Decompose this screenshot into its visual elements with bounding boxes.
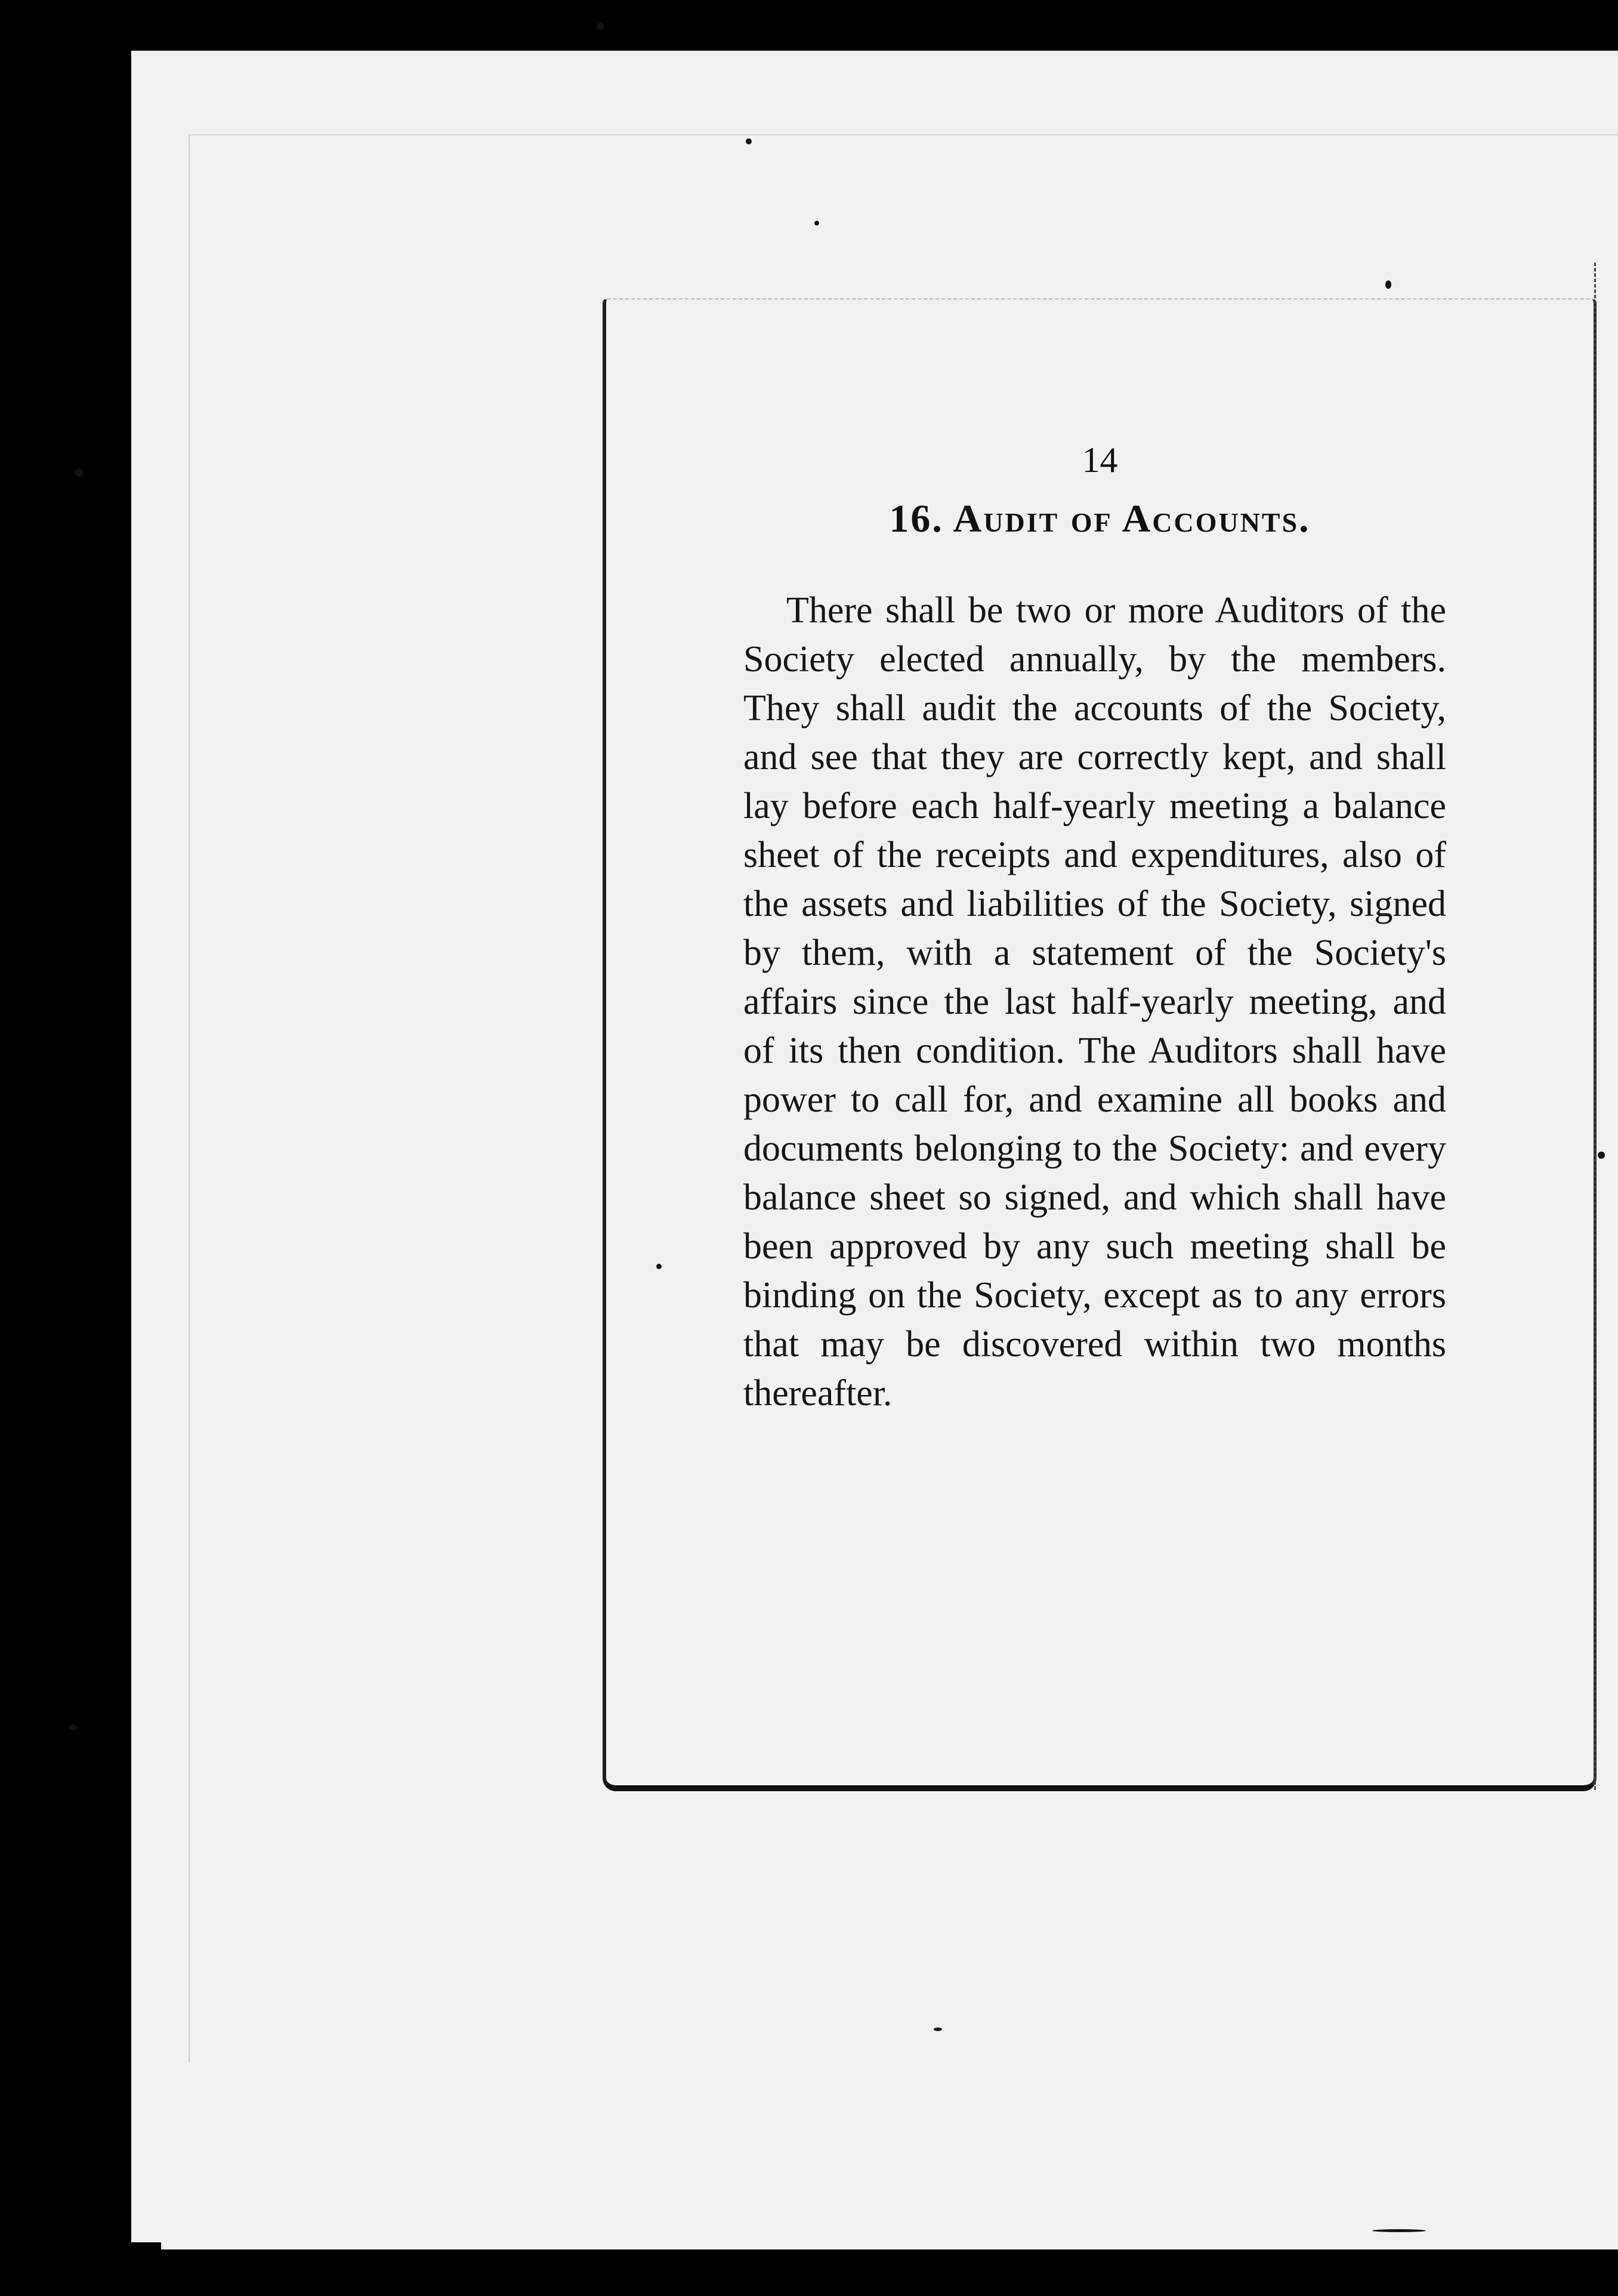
scan-speck [1385, 280, 1391, 289]
scan-speck [1598, 1152, 1605, 1159]
section-heading: 16. Audit of Accounts. [889, 497, 1311, 541]
page-number: 14 [1082, 440, 1118, 480]
scan-speck [75, 468, 83, 477]
document-page [603, 298, 1597, 1791]
sheet-fold [161, 2053, 1618, 2249]
scan-speck [597, 23, 604, 30]
scan-speck [746, 138, 752, 144]
body-paragraph: There shall be two or more Auditors of the Society elected annually, by the members. They shall audit the accounts of the Society, and see that they are correctly kept, and shall lay before each half-yearly meeting a balance sheet of the receipts and expenditures, also of the assets and liabilities of the Society, signed by them, with a statement of the Society's affairs since the last half-yearly meeting, and of its then condition. The Auditors shall have power to call for, and examine all books and documents belonging to the Society: and every balance sheet so signed, and which shall have been approved by any such meeting shall be binding on the Society, except as to any errors that may be discovered within two months thereafter. [743, 590, 1446, 1414]
scan-speck [814, 221, 819, 226]
scan-speck [934, 2027, 942, 2031]
adjacent-page-edge [1594, 263, 1600, 1790]
scan-speck [656, 1264, 662, 1269]
scan-speck [1372, 2229, 1426, 2232]
scan-speck [69, 1724, 77, 1730]
